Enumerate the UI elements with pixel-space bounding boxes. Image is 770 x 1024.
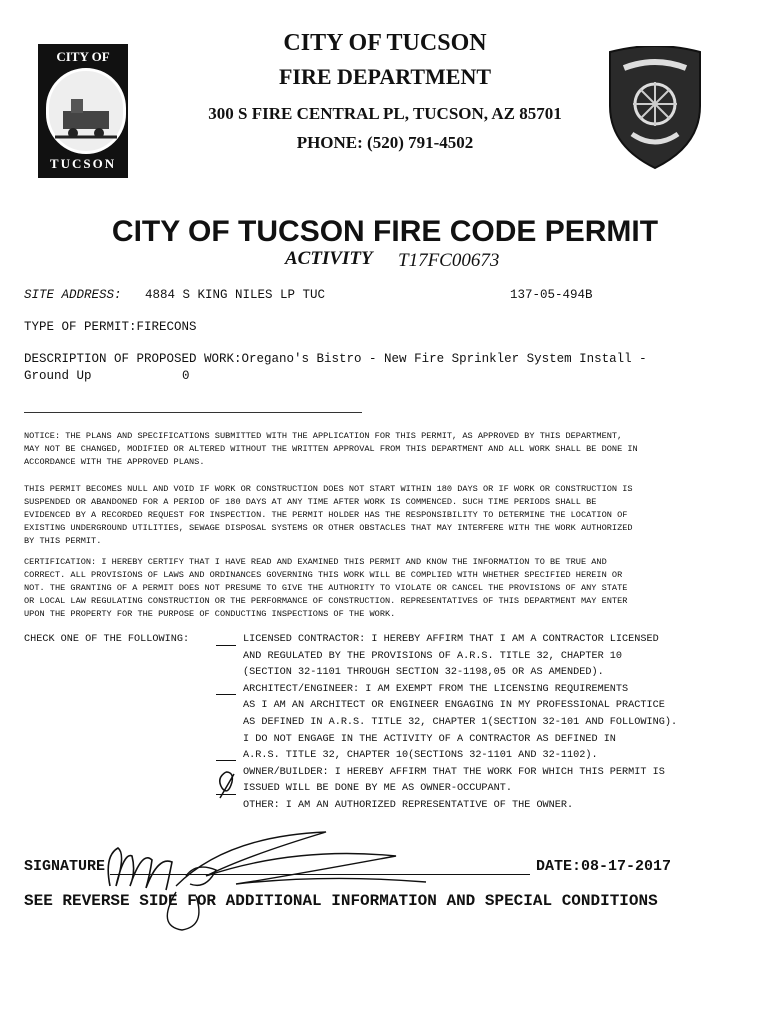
void-line: SUSPENDED OR ABANDONED FOR A PERIOD OF 180 DAYS AT ANY TIME AFTER WORK IS COMMENCED. SUCH TIME PERIODS SHALL BE [24,497,597,507]
description-line-1: DESCRIPTION OF PROPOSED WORK:Oregano's Bistro - New Fire Sprinkler System Install - [24,352,647,366]
activity-number: T17FC00673 [398,250,500,271]
check-options [243,632,677,815]
seal-bottom-text: TUCSON [49,156,117,171]
check-line: OWNER/BUILDER: I HEREBY AFFIRM THAT THE WORK FOR WHICH THIS PERMIT IS [243,766,665,778]
check-line: ARCHITECT/ENGINEER: I AM EXEMPT FROM THE LICENSING REQUIREMENTS [243,683,629,695]
architect-checkbox[interactable] [216,694,236,695]
check-line: (SECTION 32-1101 THROUGH SECTION 32-1198,05 OR AS AMENDED). [243,667,604,679]
permit-title: CITY OF TUCSON FIRE CODE PERMIT [111,215,659,248]
notice-block [24,430,764,469]
header-dept: FIRE DEPARTMENT [278,64,492,89]
certification-line: CORRECT. ALL PROVISIONS OF LAWS AND ORDINANCES GOVERNING THIS WORK WILL BE COMPLIED WITH WHETHER SPECIFIED HEREIN OR [24,570,623,580]
signature-date: DATE:08-17-2017 [536,858,672,875]
certification-line: UPON THE PROPERTY FOR THE PURPOSE OF CONDUCTING INSPECTIONS OF THE WORK. [24,609,396,619]
check-line: OTHER: I AM AN AUTHORIZED REPRESENTATIVE OF THE OWNER. [243,799,574,811]
seal-top-text: CITY OF [56,49,110,64]
void-block [24,483,764,548]
void-line: EVIDENCED BY A RECORDED REQUEST FOR INSPECTION. THE PERMIT HOLDER HAS THE RESPONSIBILITY TO DETERMINE THE LOCATION OF [24,510,628,520]
void-line: BY THIS PERMIT. [24,536,102,546]
handwritten-signature [96,826,446,941]
notice-line: NOTICE: THE PLANS AND SPECIFICATIONS SUBMITTED WITH THE APPLICATION FOR THIS PERMIT, AS APPROVED BY THIS DEPARTMENT, [24,431,623,441]
check-line: AND REGULATED BY THE PROVISIONS OF A.R.S. TITLE 32, CHAPTER 10 [243,650,623,662]
activity-label: ACTIVITY [285,248,373,269]
divider [24,412,362,413]
owner-checkbox[interactable] [216,760,236,761]
signature-label: SIGNATURE [24,858,106,875]
certification-block [24,556,764,621]
void-line: EXISTING UNDERGROUND UTILITIES, SEWAGE DISPOSAL SYSTEMS OR OTHER OBSTACLES THAT MAY INTERFERE WITH THE WORK AUTHORIZED [24,523,633,533]
notice-line: ACCORDANCE WITH THE APPROVED PLANS. [24,457,205,467]
void-line: THIS PERMIT BECOMES NULL AND VOID IF WORK OR CONSTRUCTION DOES NOT START WITHIN 180 DAYS OR IF WORK OR CONSTRUCTION IS [24,484,633,494]
header-phone: PHONE: (520) 791-4502 [296,133,474,152]
site-address-value: 4884 S KING NILES LP TUC [145,288,326,302]
description-value: 0 [182,369,190,383]
seal-emblem-icon [46,68,126,154]
header-address: 300 S FIRE CENTRAL PL, TUCSON, AZ 85701 [208,104,562,123]
header-city: CITY OF TUCSON [283,30,487,56]
check-line: I DO NOT ENGAGE IN THE ACTIVITY OF A CONTRACTOR AS DEFINED IN [243,733,616,745]
site-address-label: SITE ADDRESS: [24,288,122,302]
check-one-label: CHECK ONE OF THE FOLLOWING: [24,634,190,645]
description-line-2: Ground Up [24,369,92,383]
check-line: LICENSED CONTRACTOR: I HEREBY AFFIRM THAT I AM A CONTRACTOR LICENSED [243,634,659,645]
check-line: ISSUED WILL BE DONE BY ME AS OWNER-OCCUPANT. [243,783,512,795]
city-seal-logo [38,44,128,178]
certification-line: OR LOCAL LAW REGULATING CONSTRUCTION OR THE PERFORMANCE OF CONSTRUCTION. REPRESENTATIVES OF THIS DEPARTMENT MAY ENTER [24,596,628,606]
certification-line: NOT. THE GRANTING OF A PERMIT DOES NOT PRESUME TO GIVE THE AUTHORITY TO VIOLATE OR CANCEL THE PROVISIONS OF ANY STATE [24,583,628,593]
other-check-mark-icon [212,768,240,807]
check-line: AS I AM AN ARCHITECT OR ENGINEER ENGAGING IN MY PROFESSIONAL PRACTICE [243,700,665,712]
footer-note: SEE REVERSE SIDE FOR ADDITIONAL INFORMATION AND SPECIAL CONDITIONS [24,892,658,910]
parcel-number: 137-05-494B [510,288,593,302]
permit-type: TYPE OF PERMIT:FIRECONS [24,320,197,334]
contractor-checkbox[interactable] [216,645,236,646]
check-line: AS DEFINED IN A.R.S. TITLE 32, CHAPTER 1(SECTION 32-101 AND FOLLOWING). [243,716,678,728]
certification-line: CERTIFICATION: I HEREBY CERTIFY THAT I HAVE READ AND EXAMINED THIS PERMIT AND KNOW THE INFORMATION TO BE TRUE AND [24,557,607,567]
tucson-fire-dept-badge-icon [602,46,708,170]
check-line: A.R.S. TITLE 32, CHAPTER 10(SECTIONS 32-1101 AND 32-1102). [243,750,598,762]
notice-line: MAY NOT BE CHANGED, MODIFIED OR ALTERED WITHOUT THE WRITTEN APPROVAL FROM THIS DEPARTMENT AND ALL WORK SHALL BE DONE IN [24,444,638,454]
